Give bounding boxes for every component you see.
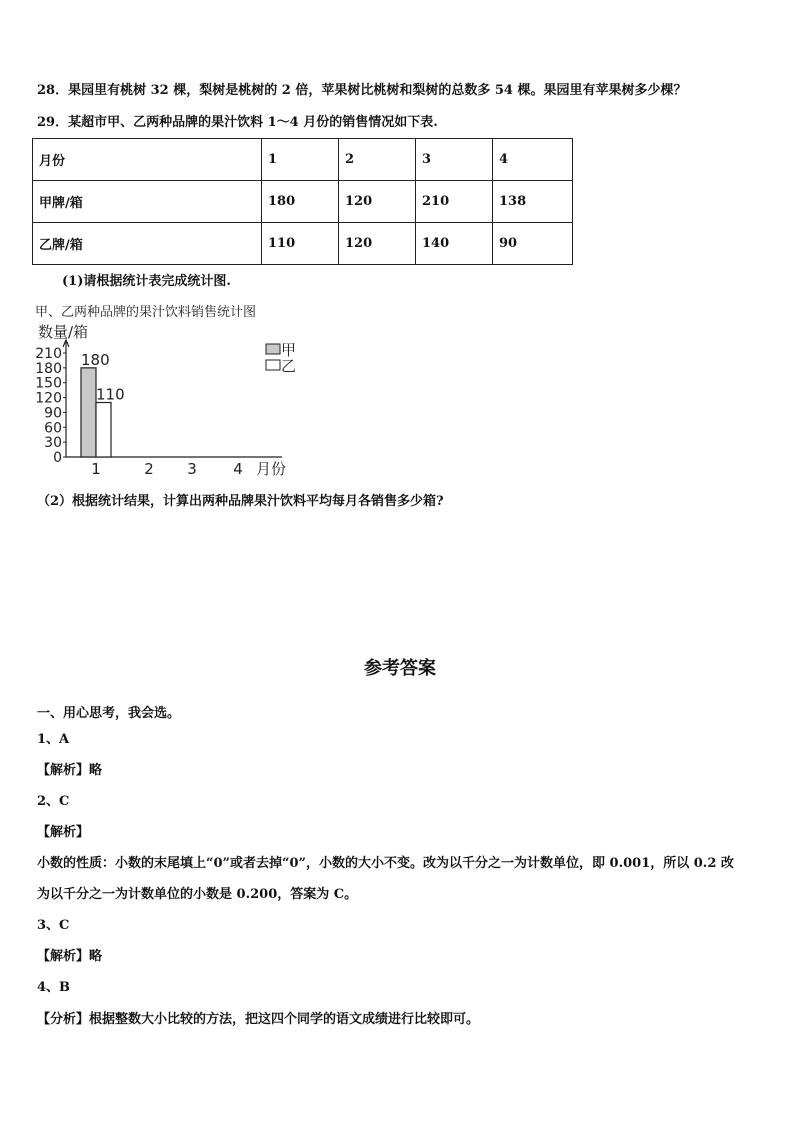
answer-2-text: 小数的性质：小数的末尾填上“0”或者去掉“0”，小数的大小不变。改为以千分之一为计数单位，即 0.001，所以 0.2 改 xyxy=(37,856,734,871)
question-29-part-1: (1)请根据统计表完成统计图. xyxy=(62,274,231,289)
table-header-cell: 3 xyxy=(416,139,493,181)
table-header-cell: 2 xyxy=(339,139,416,181)
y-tick-label: 60 xyxy=(44,420,62,437)
y-tick-label: 150 xyxy=(35,375,62,392)
table-header-cell: 4 xyxy=(493,139,573,181)
answer-4-note: 【分析】根据整数大小比较的方法，把这四个同学的语文成绩进行比较即可。 xyxy=(37,1012,480,1027)
table-row xyxy=(33,223,573,265)
answer-4: 4、B xyxy=(37,980,71,995)
bar xyxy=(96,403,111,457)
table-cell: 120 xyxy=(339,181,416,223)
table-cell: 180 xyxy=(262,181,339,223)
answer-3-note: 【解析】略 xyxy=(37,949,103,964)
x-tick-label: 4 xyxy=(233,460,243,478)
legend-label: 乙 xyxy=(281,357,297,375)
legend-label: 甲 xyxy=(281,341,297,359)
bar-data-label: 180 xyxy=(81,350,110,369)
question-28: 28．果园里有桃树 32 棵，梨树是桃树的 2 倍，苹果树比桃树和梨树的总数多 54 棵。果园里有苹果树多少棵？ xyxy=(37,83,687,98)
table-cell: 乙牌/箱 xyxy=(33,223,262,265)
table-header-cell: 1 xyxy=(262,139,339,181)
sales-table xyxy=(32,138,573,265)
x-tick-label: 1 xyxy=(91,460,101,478)
chart-title: 甲、乙两种品牌的果汁饮料销售统计图 xyxy=(35,305,257,320)
answer-2-note: 【解析】 xyxy=(37,825,90,840)
y-tick-label: 0 xyxy=(53,450,62,466)
answer-2: 2、C xyxy=(37,794,70,809)
y-tick-label: 90 xyxy=(44,405,62,422)
table-cell: 甲牌/箱 xyxy=(33,181,262,223)
y-tick-label: 30 xyxy=(44,435,62,452)
table-row xyxy=(33,181,573,223)
answer-1: 1、A xyxy=(37,732,70,747)
table-cell: 140 xyxy=(416,223,493,265)
table-header-row xyxy=(33,139,573,181)
table-cell: 120 xyxy=(339,223,416,265)
answer-3: 3、C xyxy=(37,918,70,933)
question-29: 29．某超市甲、乙两种品牌的果汁饮料 1～4 月份的销售情况如下表. xyxy=(37,115,438,130)
table-cell: 138 xyxy=(493,181,573,223)
sales-bar-chart xyxy=(30,300,330,480)
legend-swatch xyxy=(266,344,280,354)
chart-y-axis-label: 数量/箱 xyxy=(38,323,89,341)
table-cell: 210 xyxy=(416,181,493,223)
table-header-cell: 月份 xyxy=(33,139,262,181)
x-tick-label: 3 xyxy=(187,460,197,478)
x-axis-label: 月份 xyxy=(256,460,287,478)
bar-data-label: 110 xyxy=(96,385,125,404)
question-29-part-2: （2）根据统计结果，计算出两种品牌果汁饮料平均每月各销售多少箱? xyxy=(37,494,444,509)
y-tick-label: 120 xyxy=(35,390,62,407)
legend-swatch xyxy=(266,360,280,370)
table-cell: 90 xyxy=(493,223,573,265)
x-tick-label: 2 xyxy=(144,460,154,478)
answers-section: 一、用心思考，我会选。 xyxy=(37,706,181,721)
bar xyxy=(81,368,96,457)
answers-title: 参考答案 xyxy=(364,658,436,679)
answer-1-note: 【解析】略 xyxy=(37,763,103,778)
table-cell: 110 xyxy=(262,223,339,265)
y-tick-label: 210 xyxy=(35,346,62,362)
y-tick-label: 180 xyxy=(35,360,62,377)
answer-2-text: 为以千分之一为计数单位的小数是 0.200，答案为 C。 xyxy=(37,887,358,902)
